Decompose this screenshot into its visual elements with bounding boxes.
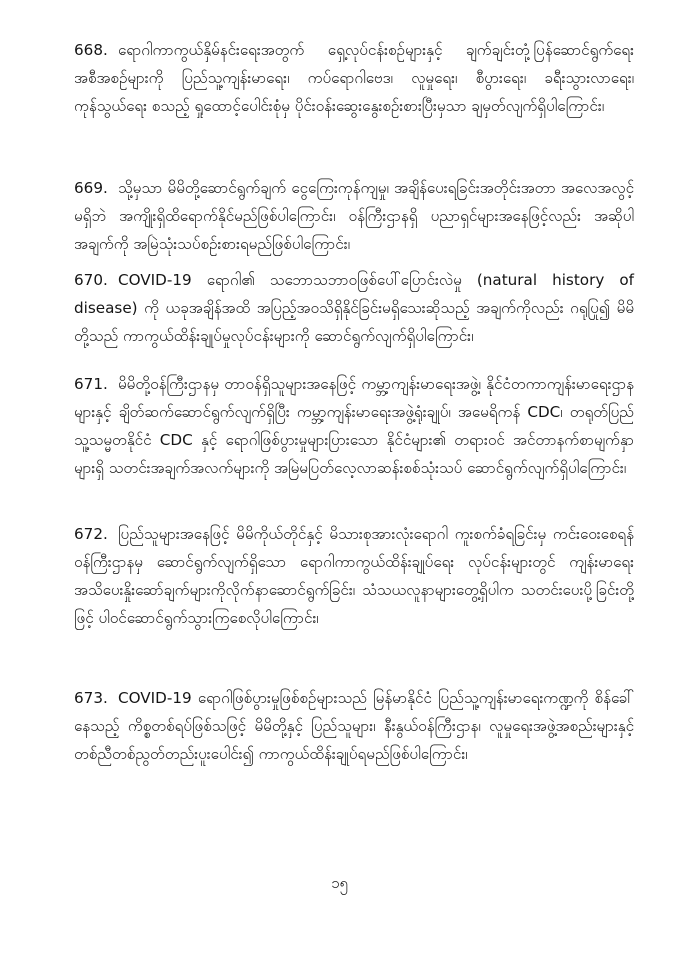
paragraph-text: မိမိတို့ဝန်ကြီးဌာနမှ တာဝန်ရှိသူများအနေဖြင့် ကမ္ဘာ့ကျန်းမာရေးအဖွဲ့၊ နိုင်ငံတကာကျန်းမာရေးဌာနများနှင့် ချိတ်ဆက်ဆောင်ရွက်လျက်ရှိပြီး ကမ္ဘာ့ကျန်းမာရေးအဖွဲ့ရုံးချုပ်၊ အမေရိကန် CDC၊ တရုတ်ပြည်သူ့သမ္မတနိုင်ငံ CDC နှင့် ရောဂါဖြစ်ပွားမှုများပြားသော နိုင်ငံများ၏ တရားဝင် အင်တာနက်စာမျက်နှာများရှိ သတင်းအချက်အလက်များကို အမြဲမပြတ်လေ့လာဆန်းစစ်သုံးသပ် ဆောင်ရွက်လျက်ရှိပါကြောင်း၊ (74, 375, 634, 477)
paragraph-number: 671. (74, 375, 108, 393)
paragraph-672 (74, 520, 634, 632)
paragraph-text: COVID-19 ရောဂါ၏ သဘောသဘာဝဖြစ်ပေါ်ပြောင်းလဲမှု (natural history of disease) ကို ယခုအချိန်အထိ အပြည့်အဝသိရှိနိုင်ခြင်းမရှိသေးဆိုသည့် အချက်ကိုလည်း ဂရုပြု၍ မိမိတို့သည် ကာကွယ်ထိန်းချုပ်မှုလုပ်ငန်းများကို ဆောင်ရွက်လျက်ရှိပါကြောင်း၊ (74, 271, 634, 345)
paragraph-text: COVID-19 ရောဂါဖြစ်ပွားမှုဖြစ်စဉ်များသည် မြန်မာနိုင်ငံ ပြည်သူ့ကျန်းမာရေးကဏ္ဍကို စိန်ခေါ်နေသည့် ကိစ္စတစ်ရပ်ဖြစ်သဖြင့် မိမိတို့နှင့် ပြည်သူများ၊ နီးနွယ်ဝန်ကြီးဌာန၊ လူမှုရေးအဖွဲ့အစည်းများနှင့် တစ်ညီတစ်ညွတ်တည်းပူးပေါင်း၍ ကာကွယ်ထိန်းချုပ်ရမည်ဖြစ်ပါကြောင်း၊ (74, 689, 634, 763)
paragraph-text: ပြည်သူများအနေဖြင့် မိမိကိုယ်တိုင်နှင့် မိသားစုအားလုံးရောဂါ ကူးစက်ခံရခြင်းမှ ကင်းဝေးစေရန် ဝန်ကြီးဌာနမှ ဆောင်ရွက်လျက်ရှိသော ရောဂါကာကွယ်ထိန်းချုပ်ရေး လုပ်ငန်းများတွင် ကျန်းမာရေးအသိပေးနှိုးဆော်ချက်များကိုလိုက်နာဆောင်ရွက်ခြင်း၊ သံသယလူနာများတွေ့ရှိပါက သတင်းပေးပို့ခြင်းတို့ဖြင့် ပါဝင်ဆောင်ရွက်သွားကြစေလိုပါကြောင်း၊ (74, 525, 634, 627)
paragraph-number: 669. (74, 179, 108, 197)
paragraph-669 (74, 174, 634, 258)
page-number: ၁၅ (331, 874, 348, 892)
paragraph-670 (74, 266, 634, 350)
paragraph-671 (74, 370, 634, 482)
paragraph-668 (74, 36, 634, 120)
paragraph-number: 673. (74, 689, 108, 707)
paragraph-673 (74, 684, 634, 768)
paragraph-text: သို့မှသာ မိမိတို့ဆောင်ရွက်ချက် ငွေကြေးကုန်ကျမှု၊ အချိန်ပေးရခြင်းအတိုင်းအတာ အလေအလွင့်မရှိဘဲ အကျိုးရှိထိရောက်နိုင်မည်ဖြစ်ပါကြောင်း၊ ဝန်ကြီးဌာနရှိ ပညာရှင်များအနေဖြင့်လည်း အဆိုပါအချက်ကို အမြဲသုံးသပ်စဉ်းစားရမည်ဖြစ်ပါကြောင်း၊ (74, 179, 634, 253)
paragraph-text: ရောဂါကာကွယ်နှိမ်နင်းရေးအတွက် ရှေ့လုပ်ငန်းစဉ်များနှင့် ချက်ချင်းတုံ့ပြန်ဆောင်ရွက်ရေး အစီအစဉ်များကို ပြည်သူ့ကျန်းမာရေး၊ ကပ်ရောဂါဗေဒ၊ လူမှုရေး၊ စီပွားရေး၊ ခရီးသွားလာရေး၊ ကုန်သွယ်ရေး စသည့် ရှုထောင့်ပေါင်းစုံမှ ပိုင်းဝန်းဆွေးနွေးစဉ်းစားပြီးမှသာ ချမှတ်လျက်ရှိပါကြောင်း၊ (74, 41, 634, 115)
paragraph-number: 670. (74, 271, 108, 289)
paragraph-number: 668. (74, 41, 108, 59)
paragraph-number: 672. (74, 525, 108, 543)
